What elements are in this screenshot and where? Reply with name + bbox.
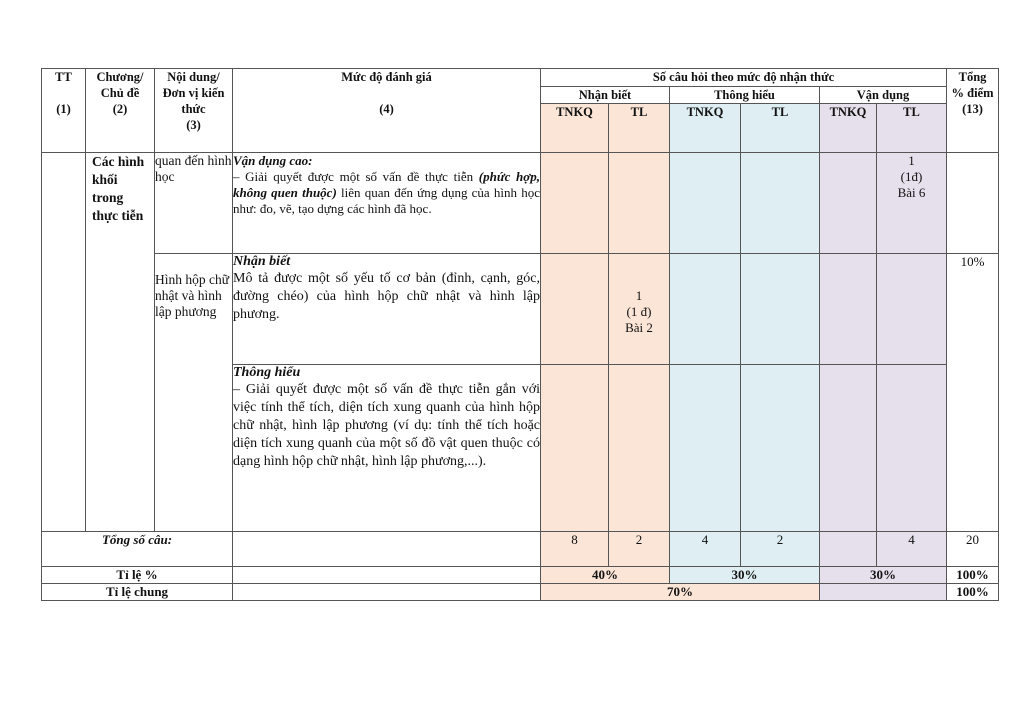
header-apply: Vận dụng (820, 87, 947, 104)
header-apply-tl: TL (877, 104, 947, 153)
total-understand-tl: 2 (741, 532, 820, 567)
desc-cell-1: Vận dụng cao: – Giải quyết được một số vấn đề thực tiễn (phức hợp, không quen thuộc) liên quan đến ứng dụng của hình học như: đo, vẽ, tạo dựng các hình đã học. (233, 153, 541, 254)
header-total: Tổng % điểm (13) (947, 69, 999, 153)
header-level: Mức độ đánh giá (4) (233, 69, 541, 153)
ratio-apply: 30% (820, 567, 947, 584)
total-percent-cell: 10% (947, 254, 999, 532)
assessment-matrix-table (41, 68, 999, 601)
header-understand-tnkq: TNKQ (670, 104, 741, 153)
header-understand-tl: TL (741, 104, 820, 153)
total-apply-tl: 4 (877, 532, 947, 567)
header-recognize-tl: TL (609, 104, 670, 153)
apply-tl-cell-1: 1 (1đ) Bài 6 (877, 153, 947, 254)
desc-title-3: Thông hiểu (233, 365, 301, 380)
recognize-tl-cell-2: 1 (1 đ) Bài 2 (609, 254, 670, 365)
ratio-understand: 30% (670, 567, 820, 584)
total-sum: 20 (947, 532, 999, 567)
unit-cell-2: Hình hộp chữ nhật và hình lập phương (155, 254, 233, 532)
total-understand-tnkq: 4 (670, 532, 741, 567)
header-understand: Thông hiểu (670, 87, 820, 104)
total-recognize-tnkq: 8 (541, 532, 609, 567)
header-questions: Số câu hỏi theo mức độ nhận thức (541, 69, 947, 87)
common-ratio-total: 100% (947, 584, 999, 601)
ratio-total: 100% (947, 567, 999, 584)
tt-cell (42, 153, 86, 532)
chapter-title: Các hình khối trong thực tiễn (92, 154, 145, 223)
header-recognize-tnkq: TNKQ (541, 104, 609, 153)
desc-title-1: Vận dụng cao: (233, 153, 313, 168)
ratio-recognize: 40% (541, 567, 670, 584)
header-tt: TT (1) (42, 69, 86, 153)
common-ratio-left: 70% (541, 584, 820, 601)
ratio-label: Tỉ lệ % (42, 567, 233, 584)
total-apply-tnkq (820, 532, 877, 567)
header-chapter: Chương/ Chủ đề (2) (86, 69, 155, 153)
desc-title-2: Nhận biết (233, 254, 291, 269)
unit-cell-1: quan đến hình học (155, 153, 233, 254)
total-recognize-tl: 2 (609, 532, 670, 567)
common-ratio-right (820, 584, 947, 601)
total-questions-label: Tổng số câu: (42, 532, 233, 567)
chapter-cell (86, 153, 155, 532)
desc-cell-3: Thông hiểu – Giải quyết được một số vấn đề thực tiễn gắn với việc tính thể tích, diện tích xung quanh của hình hộp chữ nhật, hình lập phương (ví dụ: tính thể tích hoặc diện tích xung quanh của một số đồ vật quen thuộc có dạng hình hộp chữ nhật, hình lập phương,...). (233, 365, 541, 532)
header-apply-tnkq: TNKQ (820, 104, 877, 153)
common-ratio-label: Tỉ lệ chung (42, 584, 233, 601)
header-recognize: Nhận biết (541, 87, 670, 104)
header-content: Nội dung/Đơn vị kiến thức (3) (155, 69, 233, 153)
desc-cell-2: Nhận biết Mô tả được một số yếu tố cơ bản (đỉnh, cạnh, góc, đường chéo) của hình hộp chữ nhật và hình lập phương. (233, 254, 541, 365)
